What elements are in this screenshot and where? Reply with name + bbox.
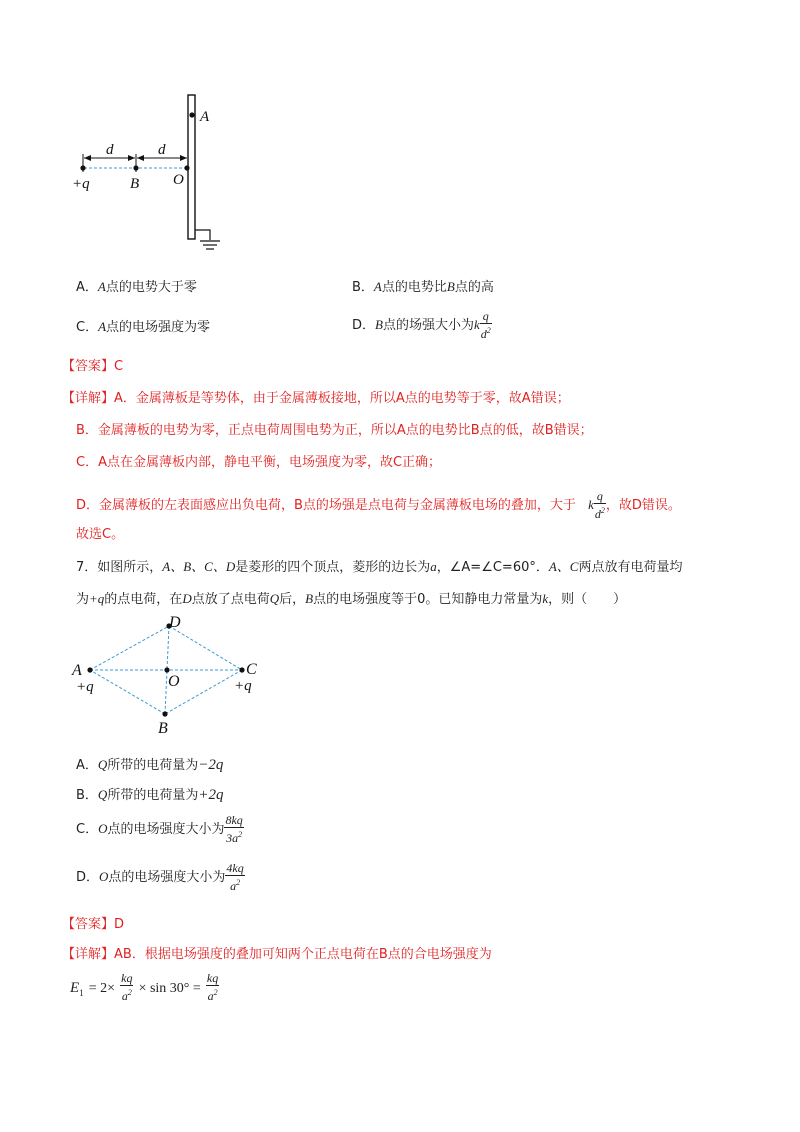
point-a-dot [87,667,92,672]
point-b-dot [133,165,138,170]
q6-option-a[interactable]: A．A点的电势大于零 [76,279,197,295]
q7-option-c-fraction: $\frac{8kq}{3a^2}$ [225,813,243,845]
q7-answer: 【答案】D [62,917,125,932]
label-d: D [169,614,181,631]
charge-dot [80,165,85,170]
q7-option-a[interactable]: A．Q所带的电荷量为−2q [76,757,224,773]
q6-detail-fraction: $\frac{q}{d^2}$ [594,489,605,521]
edge-ad [90,626,169,670]
ground-wire [195,230,210,240]
q6-option-d[interactable]: D．B点的场强大小为k $\frac{q}{d^2}$ [352,309,491,341]
label-o: O [173,172,184,188]
q6-detail-line-3: C．A点在金属薄板内部，静电平衡，电场强度为零，故C正确； [76,455,442,470]
label-b: B [158,720,168,737]
label-q: +q [72,176,90,192]
label-d2: d [158,142,166,158]
edge-ba [90,670,165,714]
figure-grounded-plate [60,90,240,260]
point-b-dot [162,711,167,716]
q7-option-b[interactable]: B．Q所带的电荷量为+2q [76,787,224,803]
q7-detail-line-1: 【详解】AB．根据电场强度的叠加可知两个正点电荷在B点的合电场强度为 [62,947,492,962]
q6-detail-line-1: 【详解】A．金属薄板是等势体，由于金属薄板接地，所以A点的电势等于零，故A错误； [62,391,570,406]
label-a: A [200,109,210,125]
label-d1: d [106,142,114,158]
q7-stem-line-1: 7．如图所示，A、B、C、D是菱形的四个顶点，菱形的边长为a，∠A=∠C=60°．A、C两点放有电荷量均 [76,559,683,575]
point-c-dot [239,667,244,672]
q6-option-c[interactable]: C．A点的电场强度为零 [76,319,211,335]
q7-eq-fraction-1: $\frac{kq}{a^2}$ [121,971,133,1003]
q7-eq-fraction-2: $\frac{kq}{a^2}$ [206,971,219,1003]
q7-equation: $E_1 = 2\times$ $\frac{kq}{a^2}$ × sin 30° = $\frac{kq}{a^2}$ [70,971,219,1003]
point-o-dot [184,165,189,170]
label-b: B [130,176,140,192]
label-qc: +q [234,678,252,694]
q7-option-d[interactable]: D．O点的电场强度大小为 $\frac{4kq}{a^2}$ [76,861,244,893]
label-a: A [72,662,82,679]
label-qa: +q [76,679,94,695]
q7-option-d-fraction: $\frac{4kq}{a^2}$ [226,861,244,893]
point-a-dot [189,112,194,117]
q6-answer: 【答案】C [62,359,124,374]
q6-detail-line-2: B．金属薄板的电势为零，正点电荷周围电势为正，所以A点的电势比B点的低，故B错误； [76,423,593,438]
q6-option-b[interactable]: B．A点的电势比B点的高 [352,279,494,295]
label-o: O [168,673,180,690]
q7-option-c[interactable]: C．O点的电场强度大小为 $\frac{8kq}{3a^2}$ [76,813,243,845]
edge-dc [169,626,242,670]
point-o-dot [164,667,169,672]
q6-conclusion: 故选C。 [76,527,125,542]
q6-option-d-fraction: $\frac{q}{d^2}$ [480,309,491,341]
q7-stem-line-2: 为+q的点电荷，在D点放了点电荷Q后，B点的电场强度等于0。已知静电力常量为k，则（ ） [76,591,627,607]
label-c: C [246,661,257,678]
q6-detail-line-4: D．金属薄板的左表面感应出负电荷，B点的场强是点电荷与金属薄板电场的叠加，大于 k $\frac{q}{d^2}$ ，故D错误。 [76,489,681,521]
figure-rhombus [68,612,268,742]
